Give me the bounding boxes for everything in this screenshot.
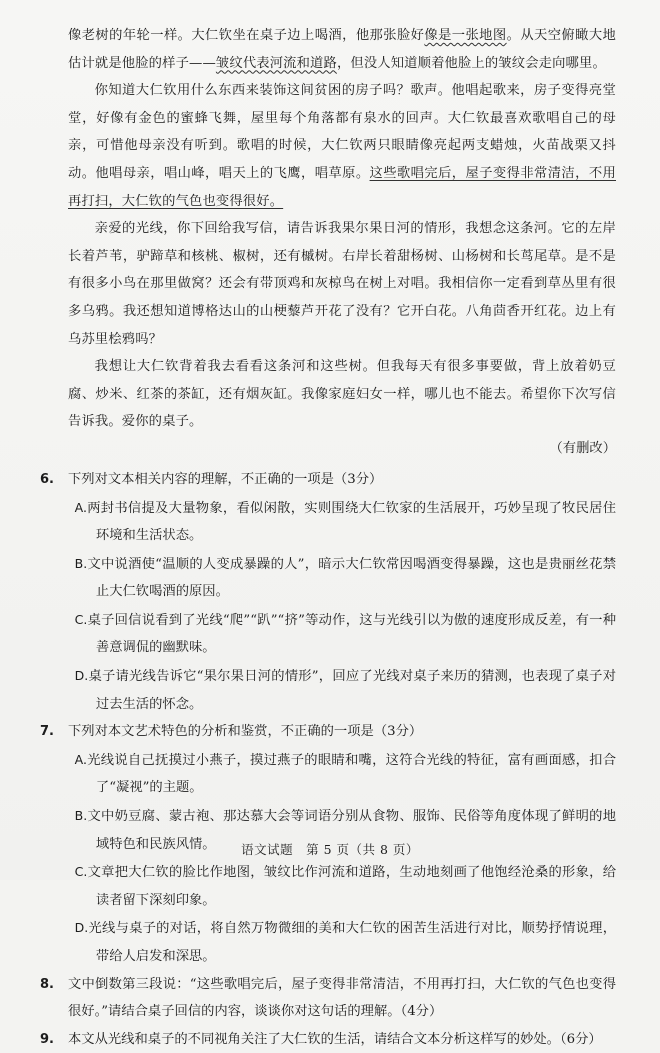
- option-text: 光线说自己抚摸过小燕子，摸过燕子的眼睛和嘴，这符合光线的特征，富有画面感，扣合了“凝视”的主题。: [86, 752, 616, 796]
- reading-passage: [68, 22, 616, 436]
- passage-text: 。从天空俯瞰大地估计就是他脸的样子——: [68, 28, 616, 71]
- question-8: [40, 971, 616, 1026]
- source-note: （有删改）: [549, 440, 616, 456]
- option-c: [68, 858, 616, 914]
- option-letter: B.: [74, 808, 88, 824]
- option-a: [68, 746, 616, 802]
- option-a: [68, 494, 616, 550]
- option-text: 桌子回信说看到了光线“爬”“趴”“挤”等动作，这与光线引以为傲的速度形成反差，有一种善意调侃的幽默味。: [87, 612, 616, 656]
- question-6: [40, 466, 616, 718]
- passage-paragraph-2: [68, 77, 616, 215]
- option-text: 文章把大仁钦的脸比作地图，皱纹比作河流和道路，生动地刻画了他饱经沧桑的形象，给读者留下深刻印象。: [87, 865, 616, 908]
- option-letter: D.: [74, 668, 89, 684]
- option-letter: B.: [74, 555, 88, 571]
- question-number: 6.: [40, 471, 54, 487]
- question-number: 8.: [40, 976, 54, 992]
- option-d: [68, 914, 616, 970]
- option-b: [68, 550, 616, 606]
- option-letter: C.: [74, 864, 88, 880]
- option-text: 光线与桌子的对话，将自然万物微细的美和大仁钦的困苦生活进行对比，顺势抒情说理，带给人启发和深思。: [88, 921, 616, 964]
- question-stem: 文中倒数第三段说：“这些歌唱完后，屋子变得非常清洁，不用再打扫，大仁钦的气色也变得很好。”请结合桌子回信的内容，谈谈你对这句话的理解。（4分）: [68, 976, 616, 1020]
- option-text: 文中奶豆腐、蒙古袍、那达慕大会等词语分别从食物、服饰、民俗等角度体现了鲜明的地域特色和民族风情。: [87, 809, 616, 852]
- passage-paragraph-4: 我想让大仁钦背着我去看看这条河和这些树。但我每天有很多事要做，背上放着奶豆腐、炒米、红茶的茶缸，还有烟灰缸。我像家庭妇女一样，哪儿也不能去。希望你下次写信告诉我。爱你的桌子。: [68, 359, 616, 430]
- option-text: 桌子请光线告诉它“果尔果日河的情形”，回应了光线对桌子来历的猜测，也表现了桌子对过去生活的怀念。: [88, 669, 616, 712]
- option-text: 文中说酒使“温顺的人变成暴躁的人”，暗示大仁钦常因喝酒变得暴躁，这也是贵丽丝花禁止大仁钦喝酒的原因。: [87, 556, 616, 600]
- option-letter: A.: [74, 751, 87, 767]
- question-9: [40, 1026, 616, 1053]
- passage-paragraph-1: [68, 22, 616, 77]
- page-footer: 语文试题 第 5 页（共 8 页）: [241, 842, 419, 857]
- wavy-underlined-phrase: 像是一张地图: [424, 28, 507, 43]
- underlined-sentence: 这些歌唱完后，屋子变得非常清洁，不用再打扫，大仁钦的气色也变得很好。: [68, 165, 616, 209]
- passage-paragraph-3: 亲爱的光线，你下回给我写信，请告诉我果尔果日河的情形，我想念这条河。它的左岸长着芦苇，驴蹄草和核桃、椒树，还有槭树。右岸长着甜杨树、山杨树和长茑尾草。是不是有很多小鸟在那里做窝？还会有带顶鸡和灰椋鸟在树上对唱。我相信你一定看到草丛里有很多乌鸦。我还想知道博格达山的山梗藜芦开花了没有？它开白花。八角茴香开红花。边上有乌苏里桧鸦吗？: [68, 221, 616, 347]
- wavy-underlined-phrase: 皱纹代表河流和道路: [215, 55, 337, 71]
- passage-text: 像老树的年轮一样。大仁钦坐在桌子边上喝酒，他那张脸好: [68, 28, 425, 43]
- question-stem: 下列对文本相关内容的理解，不正确的一项是（3分）: [68, 471, 383, 487]
- option-letter: C.: [74, 611, 88, 627]
- question-number: 9.: [40, 1031, 54, 1047]
- option-letter: A.: [74, 499, 87, 515]
- option-text: 两封书信提及大量物象，看似闲散，实则围绕大仁钦家的生活展开，巧妙呈现了牧民居住环境和生活状态。: [86, 500, 616, 544]
- option-letter: D.: [74, 920, 89, 936]
- option-c: [68, 606, 616, 662]
- question-stem: 本文从光线和桌子的不同视角关注了大仁钦的生活，请结合文本分析这样写的妙处。（6分）: [68, 1031, 602, 1047]
- question-list: [40, 466, 616, 1053]
- passage-text: 你知道大仁钦用什么东西来装饰这间贫困的房子吗？歌声。他唱起歌来，房子变得亮堂堂，好像有金色的蜜蜂飞舞，屋里每个角落都有泉水的回声。大仁钦最喜欢歌唱自己的母亲，可惜他母亲没有听到。歌唱的时候，大仁钦两只眼睛像亮起两支蜡烛，火苗战栗又抖动。他唱母亲，唱山峰，唱天上的飞鹰，唱草原。: [68, 83, 616, 181]
- passage-text: ，但没人知道顺着他脸上的皱纹会走向哪里。: [336, 55, 606, 71]
- question-stem: 下列对本文艺术特色的分析和鉴赏，不正确的一项是（3分）: [68, 724, 423, 740]
- option-d: [68, 662, 616, 718]
- question-number: 7.: [40, 724, 54, 740]
